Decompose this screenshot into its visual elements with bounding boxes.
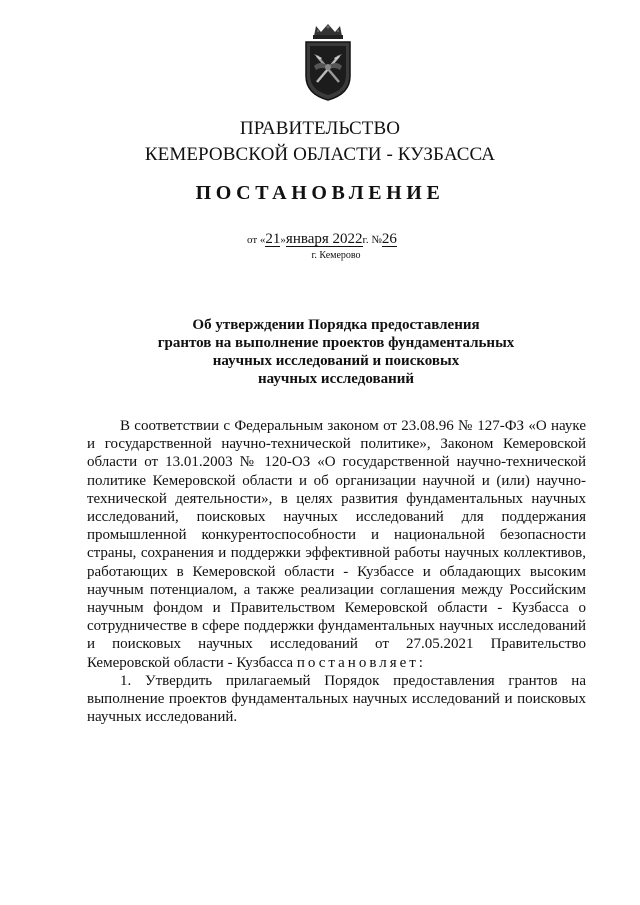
number-label: № [371, 234, 382, 246]
document-number: 26 [381, 231, 397, 247]
date-day: 21 [265, 231, 281, 247]
title-line: грантов на выполнение проектов фундаментальных [157, 335, 515, 351]
city-name: г. Кемерово [311, 250, 361, 261]
preamble-text: В соответствии с Федеральным законом от 23.08.96 № 127-ФЗ «О науке и государственной научно-технической политике», Законом Кемеровской области от 13.01.2003 № 120-ОЗ «О государственной научно-технической политике Кемеровской области и об организации научной и (или) научно-технической деятельности», в целях развития фундаментальных научных исследований, поисковых научных исследований для поддержания промышленной конкурентоспособности и национальной безопасности страны, сохранения и поддержки эффективной работы научных коллективов, работающих в Кемеровской области - Кузбассе и обладающих высоким научным потенциалом, а также реализации соглашения между Российским научным фондом и Правительством Кемеровской области - Кузбасса о сотрудничестве в сфере поддержки фундаментальных научных исследований и поисковых научных исследований от 27.05.2021 Правительство Кемеровской области - Кузбасса [87, 418, 586, 671]
title-line: научных исследований и поисковых [212, 353, 460, 369]
title-line: Об утверждении Порядка предоставления [192, 317, 480, 333]
coat-of-arms-icon [300, 22, 356, 102]
paragraph-preamble [87, 417, 586, 672]
document-title [0, 316, 640, 388]
region-title: КЕМЕРОВСКОЙ ОБЛАСТИ - КУЗБАССА [144, 144, 496, 165]
document-type: ПОСТАНОВЛЕНИЕ [195, 182, 445, 204]
date-mid: » [280, 234, 286, 246]
document-body [87, 417, 586, 726]
date-number-line [247, 232, 397, 247]
date-year-suffix: г. [362, 234, 369, 246]
government-title: ПРАВИТЕЛЬСТВО [239, 118, 401, 139]
paragraph-item-1: 1. Утвердить прилагаемый Порядок предоставления грантов на выполнение проектов фундаментальных научных исследований и поисковых научных исследований. [87, 672, 586, 726]
title-line: научных исследований [257, 371, 415, 387]
date-prefix: от « [247, 234, 266, 246]
resolve-verb: постановляет: [296, 654, 426, 671]
date-month-year: января 2022 [285, 231, 363, 247]
